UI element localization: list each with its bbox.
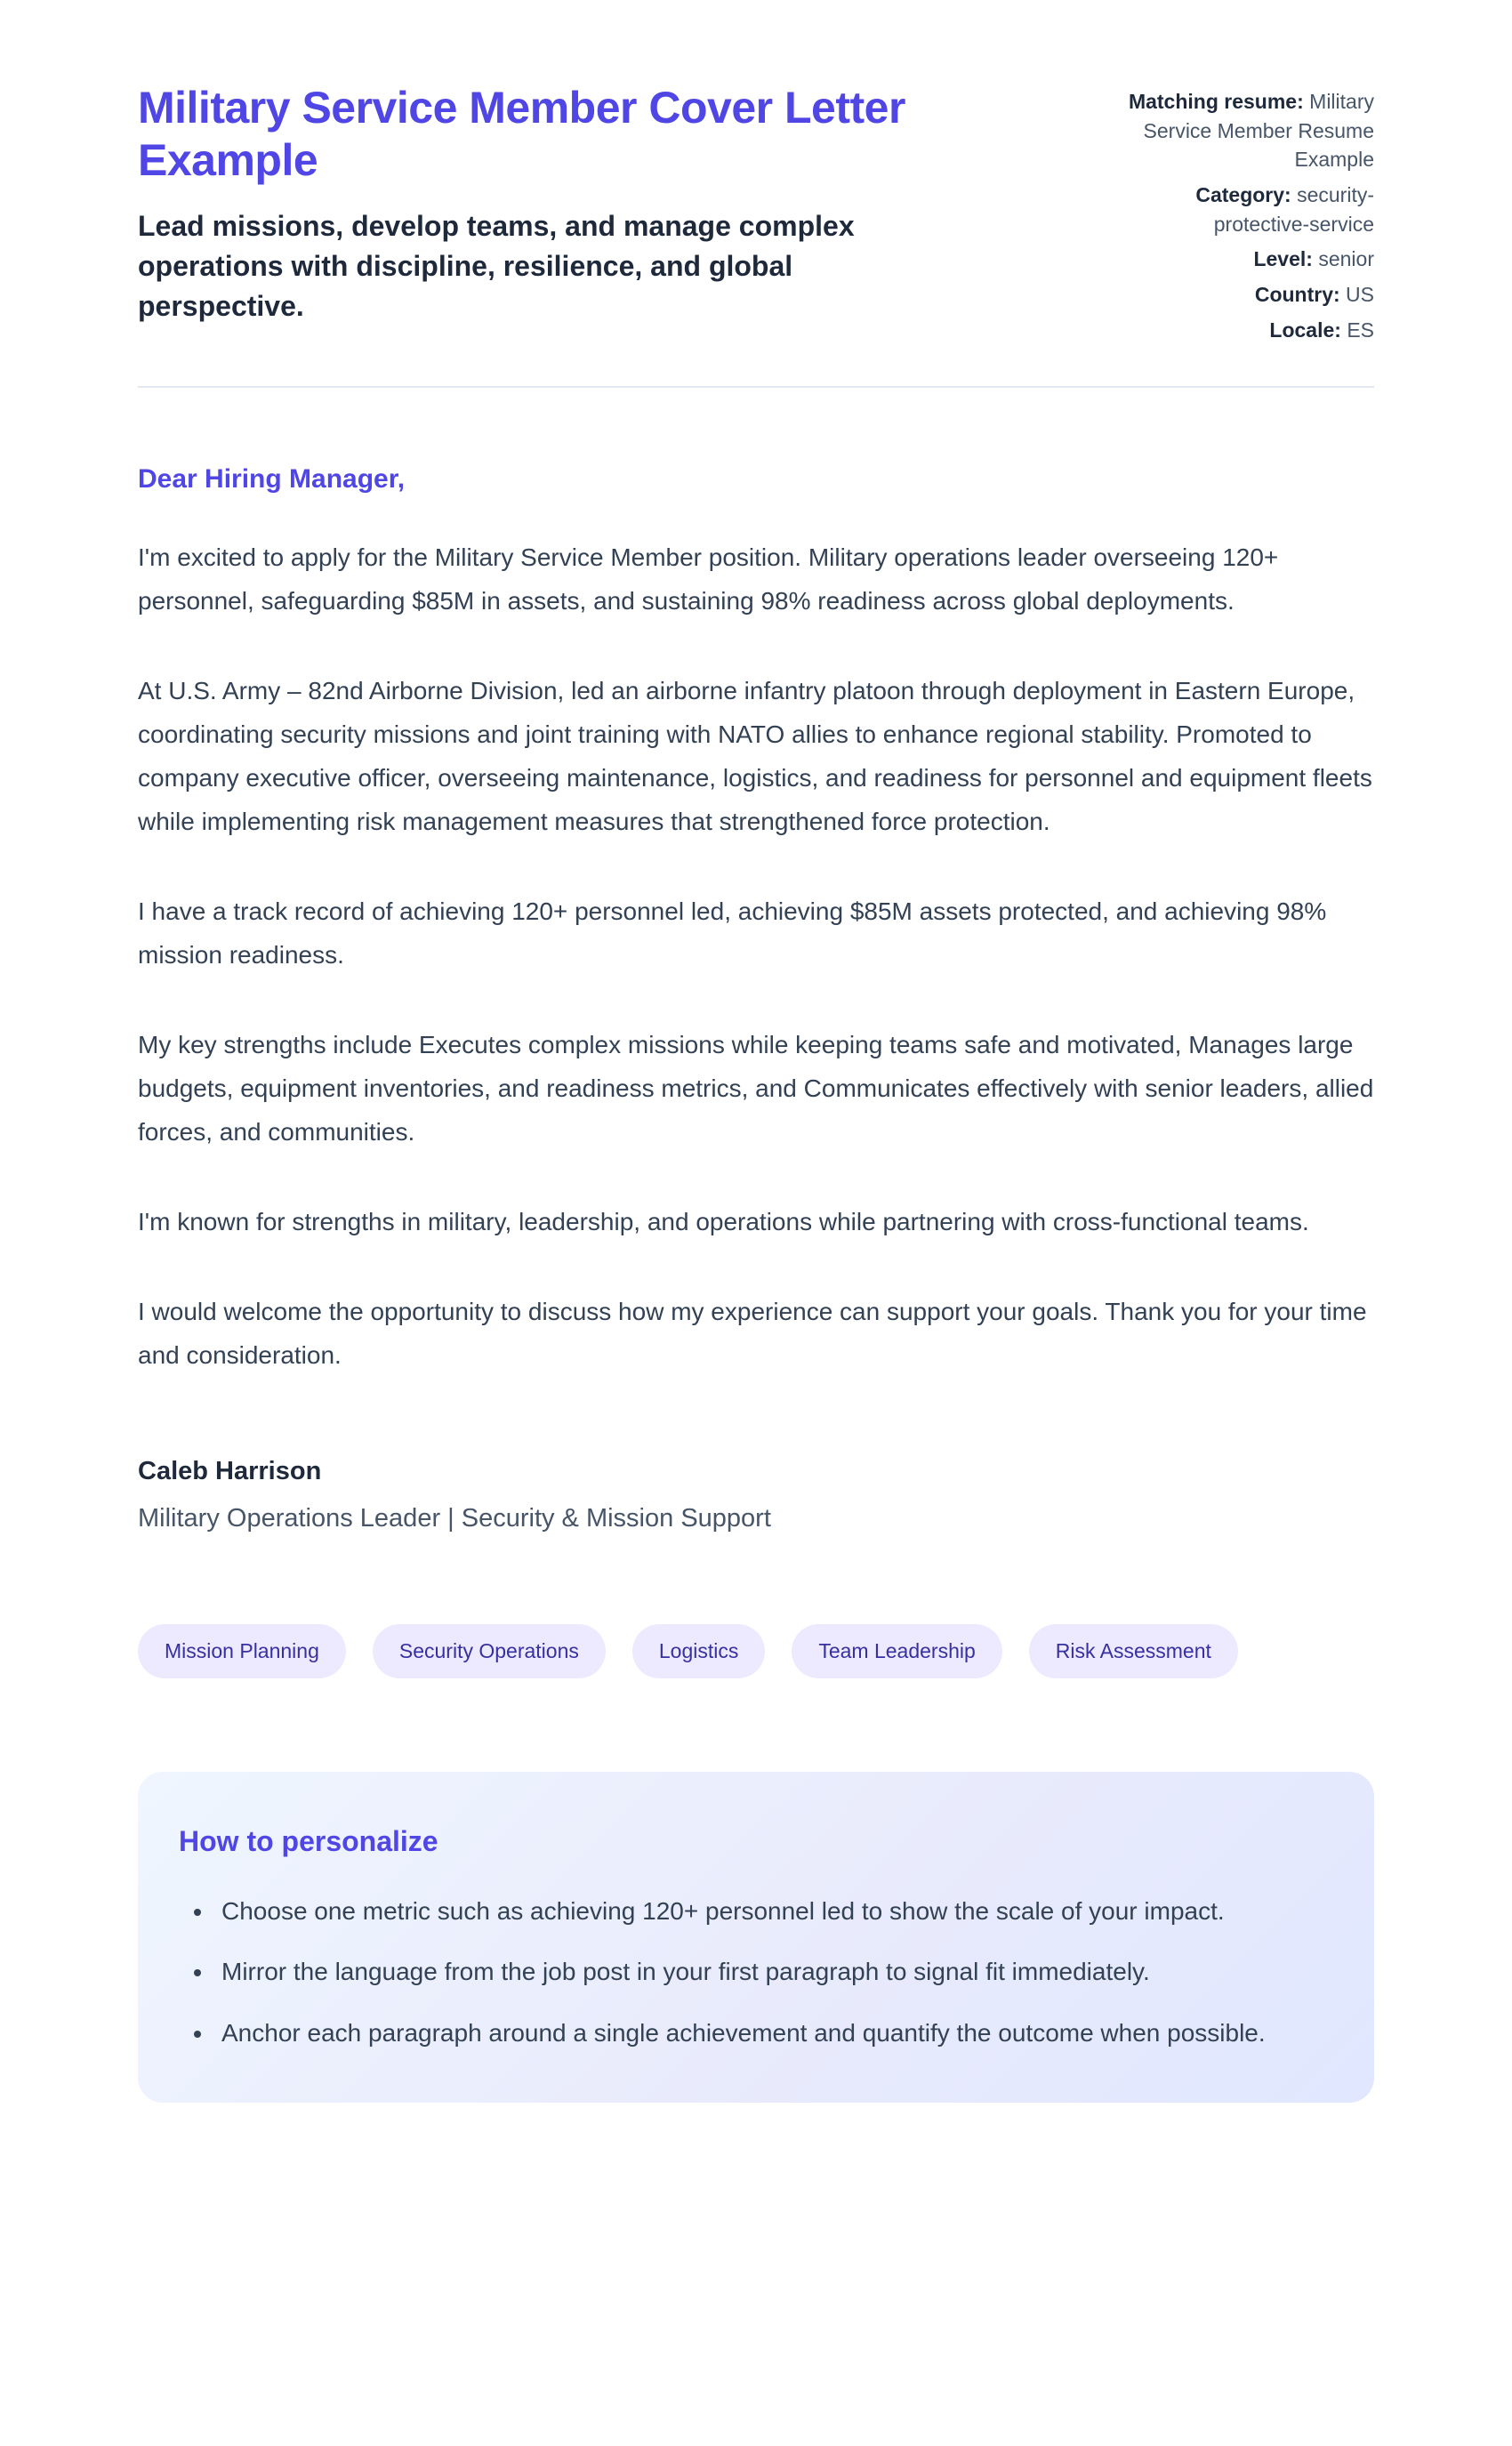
letter-paragraph-experience: At U.S. Army – 82nd Airborne Division, led an airborne infantry platoon through deployment in Eastern Europe, coordinating security missions and joint training with NATO allies to enhance regional stability. Promoted to company executive officer, overseeing maintenance, logistics, and readiness for personnel and equipment fleets while implementing risk management measures that strengthened force protection. bbox=[138, 677, 1372, 836]
meta-value-category: security-protective-service bbox=[1213, 182, 1374, 236]
page-title: Military Service Member Cover Letter Example bbox=[138, 83, 905, 185]
meta-value-country: US bbox=[1346, 282, 1374, 306]
meta-label-locale: Locale: bbox=[1269, 318, 1341, 342]
meta-value-matching-resume: Military Service Member Resume Example bbox=[1143, 90, 1374, 172]
letter-paragraph-track-record: I have a track record of achieving 120+ personnel led, achieving $85M assets protected, and achieving 98% mission readiness. bbox=[138, 897, 1327, 970]
personalize-card bbox=[138, 1772, 1374, 2102]
meta-label-category: Category: bbox=[1195, 182, 1291, 206]
personalize-tip-anchor-achievement: • Anchor each paragraph around a single achievement and quantify the outcome when possible. bbox=[214, 2012, 1315, 2055]
meta-value-locale: ES bbox=[1347, 318, 1374, 342]
skill-tag-logistics: Logistics bbox=[632, 1624, 765, 1678]
skill-tag-team-leadership: Team Leadership bbox=[792, 1624, 1001, 1678]
meta-row-level bbox=[1107, 245, 1374, 274]
signature-name: Caleb Harrison bbox=[138, 1457, 322, 1486]
meta-label-level: Level: bbox=[1253, 247, 1313, 271]
signature-block bbox=[138, 1457, 1374, 1533]
resume-meta-panel bbox=[1107, 82, 1374, 350]
personalize-tip-metric: • Choose one metric such as achieving 120+ personnel led to show the scale of your impact. bbox=[214, 1890, 1315, 1933]
page-subtitle: Lead missions, develop teams, and manage complex operations with discipline, resilience, and global perspective. bbox=[138, 210, 855, 322]
salutation: Dear Hiring Manager, bbox=[138, 464, 406, 495]
content-container bbox=[138, 0, 1374, 2201]
personalize-tip-list bbox=[179, 1890, 1315, 2054]
skill-tag-security-operations: Security Operations bbox=[373, 1624, 606, 1678]
meta-row-category bbox=[1107, 181, 1374, 238]
meta-value-level: senior bbox=[1318, 247, 1374, 271]
personalize-heading: How to personalize bbox=[179, 1825, 438, 1858]
header-divider bbox=[138, 386, 1374, 388]
meta-label-country: Country: bbox=[1254, 282, 1340, 306]
letter-paragraph-closing: I would welcome the opportunity to discuss how my experience can support your goals. Thank you for your time and consideration. bbox=[138, 1298, 1367, 1370]
skill-tag-list bbox=[138, 1624, 1374, 1678]
letter-paragraph-strengths: My key strengths include Executes complex missions while keeping teams safe and motivated, Manages large budgets, equipment inventories, and readiness metrics, and Communicates effectively with senior leaders, allied forces, and communities. bbox=[138, 1031, 1374, 1147]
meta-row-matching-resume bbox=[1107, 87, 1374, 174]
letter-paragraph-known-for: I'm known for strengths in military, leadership, and operations while partnering with cross-functional teams. bbox=[138, 1208, 1309, 1236]
meta-row-country bbox=[1107, 280, 1374, 310]
signature-title: Military Operations Leader | Security & Mission Support bbox=[138, 1504, 771, 1533]
meta-label-matching-resume: Matching resume: bbox=[1128, 90, 1304, 113]
personalize-tip-mirror-language: • Mirror the language from the job post in your first paragraph to signal fit immediately. bbox=[214, 1951, 1315, 1993]
letter-body bbox=[138, 464, 1374, 2102]
page-header bbox=[138, 82, 1374, 350]
letter-paragraph-intro: I'm excited to apply for the Military Service Member position. Military operations leader overseeing 120+ personnel, safeguarding $85M in assets, and sustaining 98% readiness across global deployments. bbox=[138, 543, 1279, 616]
skill-tag-risk-assessment: Risk Assessment bbox=[1029, 1624, 1238, 1678]
skill-tag-mission-planning: Mission Planning bbox=[138, 1624, 346, 1678]
meta-row-locale bbox=[1107, 316, 1374, 345]
header-titles bbox=[138, 82, 956, 326]
